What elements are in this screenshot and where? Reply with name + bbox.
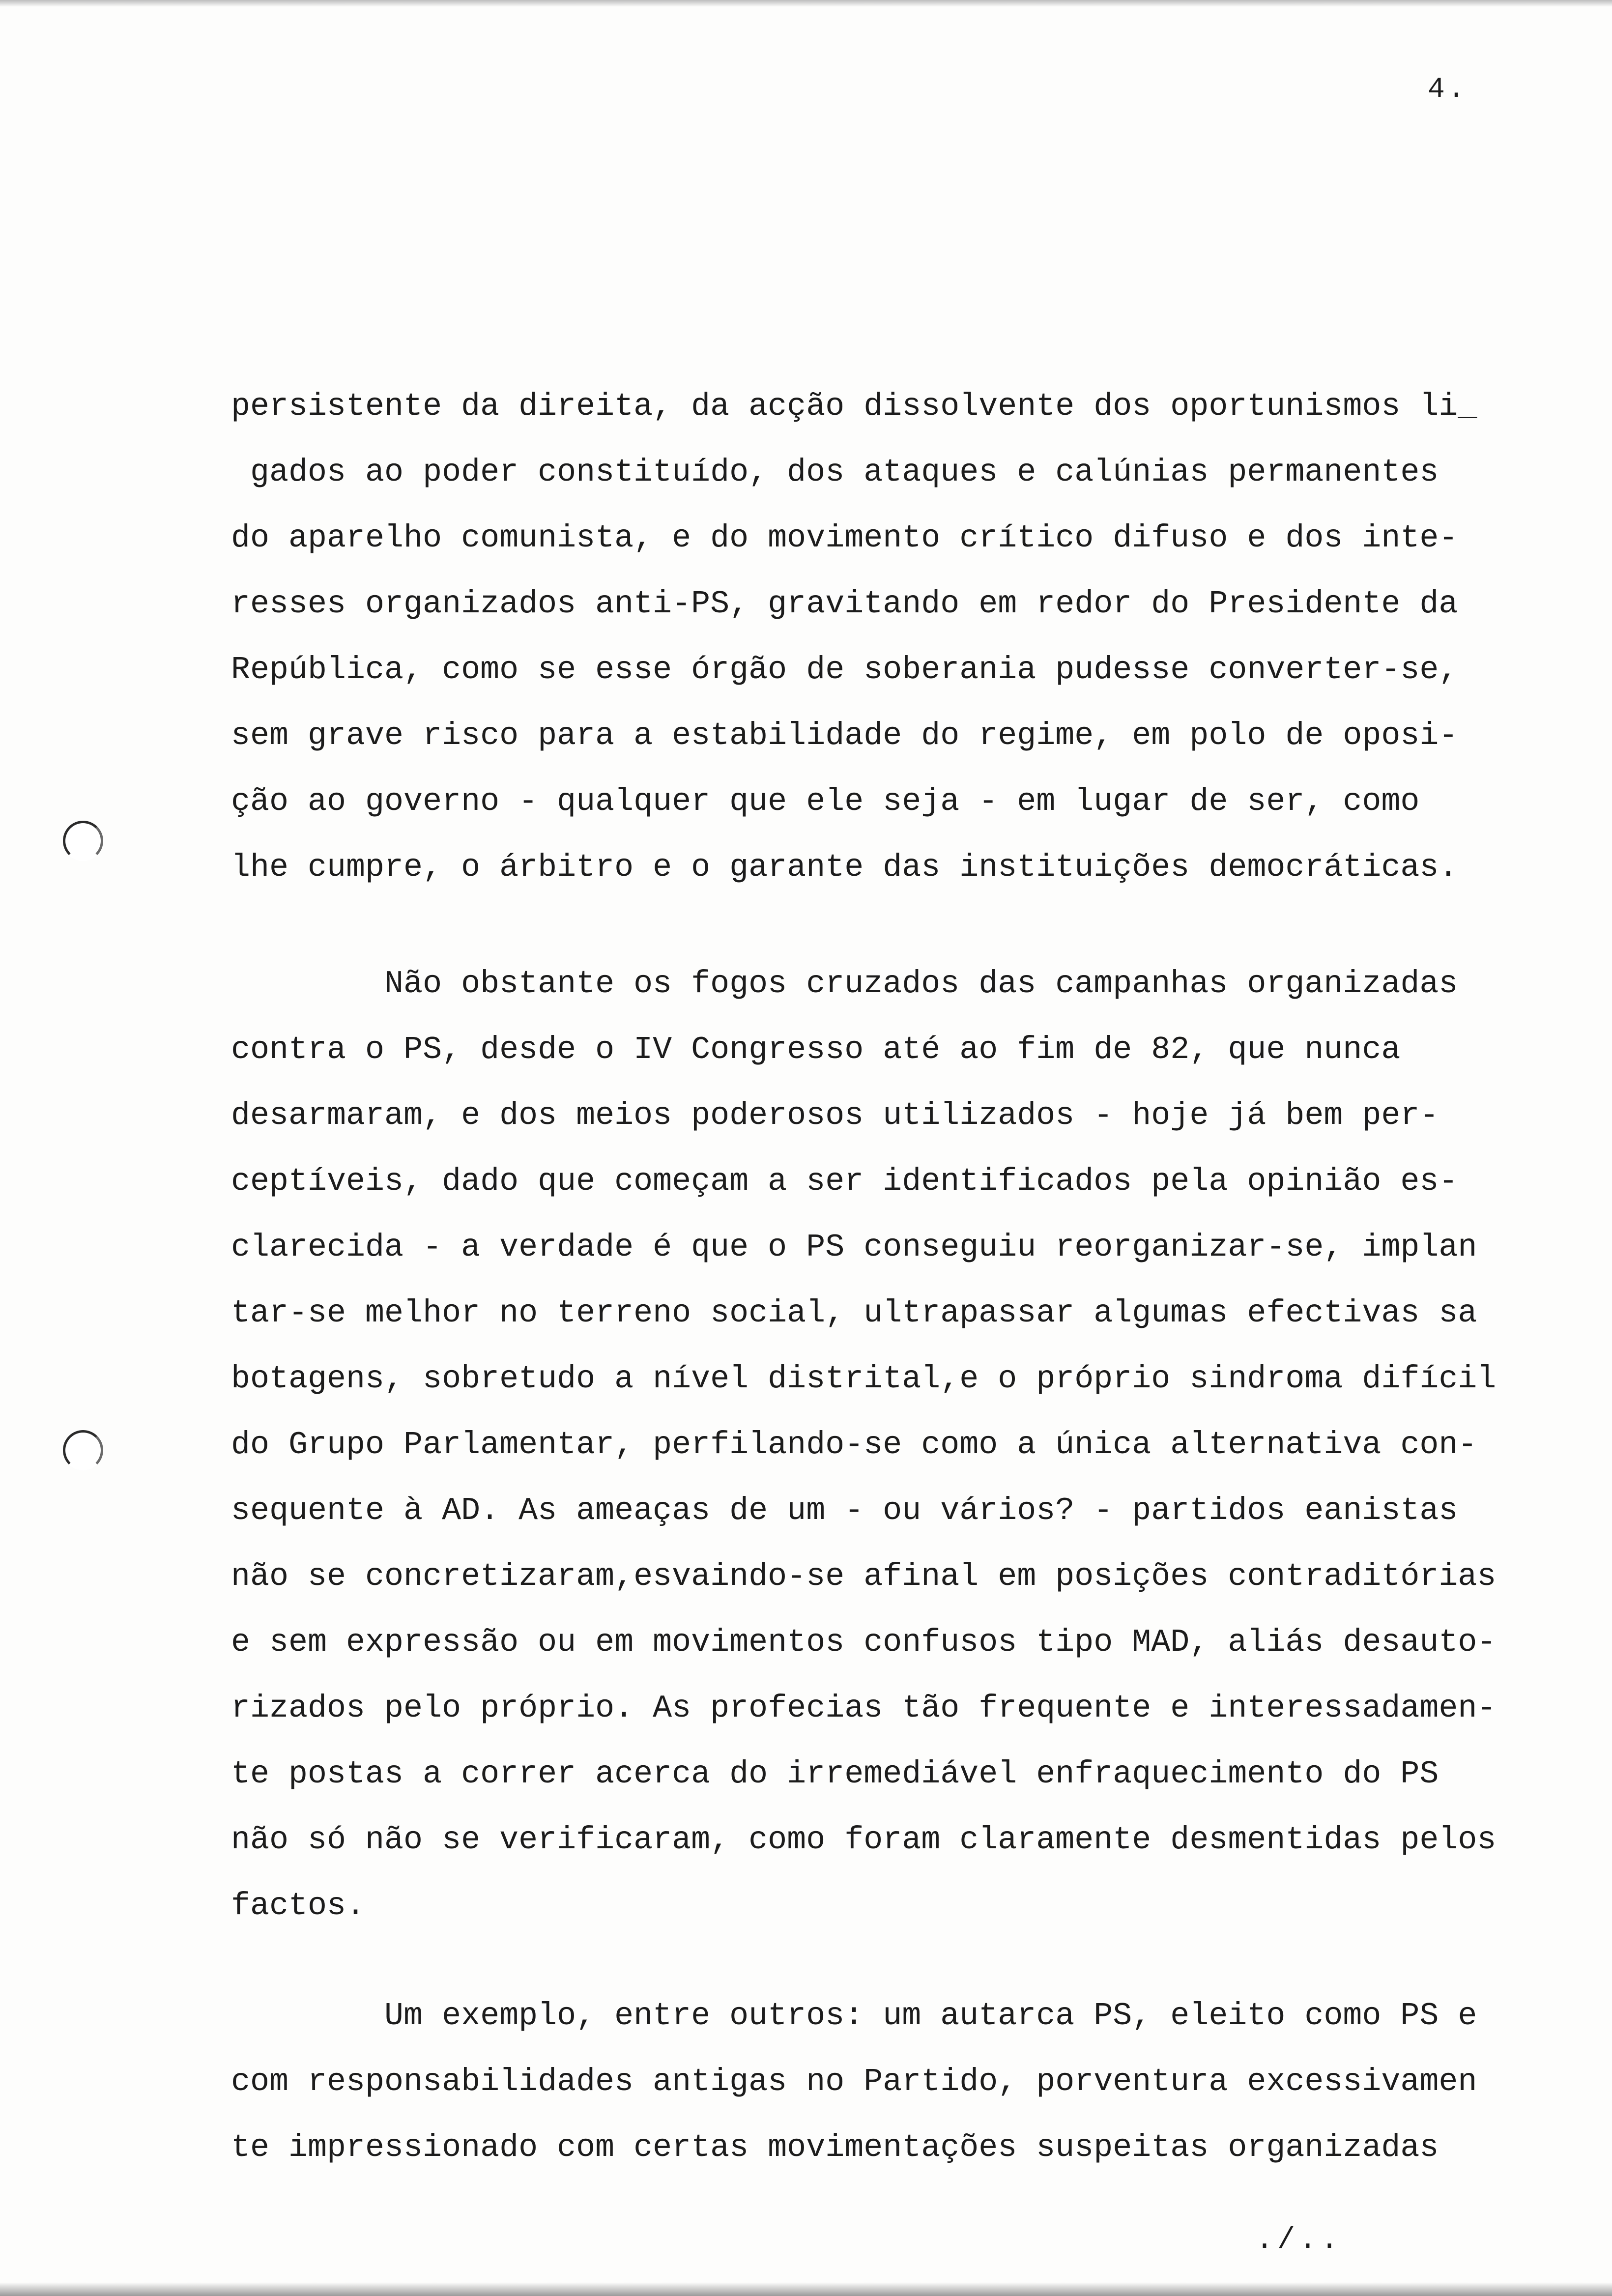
text-line: tar-se melhor no terreno social, ultrapassar algumas efectivas sa: [231, 1295, 1477, 1331]
text-line: clarecida - a verdade é que o PS conseguiu reorganizar-se, implan: [231, 1229, 1477, 1265]
text-line: desarmaram, e dos meios poderosos utilizados - hoje já bem per-: [231, 1097, 1439, 1134]
page-number: 4.: [1428, 74, 1468, 106]
text-line: contra o PS, desde o IV Congresso até ao fim de 82, que nunca: [231, 1032, 1401, 1068]
punch-hole: [63, 821, 103, 861]
text-line: e sem expressão ou em movimentos confusos tipo MAD, aliás desauto-: [231, 1624, 1497, 1661]
text-line: sem grave risco para a estabilidade do regime, em polo de oposi-: [231, 718, 1458, 754]
text-line: rizados pelo próprio. As profecias tão frequente e interessadamen-: [231, 1690, 1497, 1726]
scan-edge-top: [0, 0, 1612, 7]
text-line: resses organizados anti-PS, gravitando em redor do Presidente da: [231, 586, 1458, 622]
punch-hole: [63, 1430, 103, 1470]
text-line: não se concretizaram,esvaindo-se afinal em posições contraditórias: [231, 1558, 1497, 1595]
continuation-mark: ./..: [1256, 2224, 1343, 2257]
text-line: República, como se esse órgão de soberania pudesse converter-se,: [231, 652, 1458, 688]
text-line: te postas a correr acerca do irremediável enfraquecimento do PS: [231, 1756, 1439, 1792]
scan-edge-bottom: [0, 2282, 1612, 2296]
text-line: persistente da direita, da acção dissolvente dos oportunismos li_: [231, 388, 1477, 425]
text-line: Não obstante os fogos cruzados das campanhas organizadas: [231, 966, 1458, 1002]
text-line: ceptíveis, dado que começam a ser identificados pela opinião es-: [231, 1163, 1458, 1200]
paragraph-1: [231, 373, 1538, 900]
text-line: factos.: [231, 1888, 366, 1924]
text-line: te impressionado com certas movimentações suspeitas organizadas: [231, 2129, 1439, 2166]
text-line: ção ao governo - qualquer que ele seja - em lugar de ser, como: [231, 783, 1420, 820]
text-line: sequente à AD. As ameaças de um - ou vários? - partidos eanistas: [231, 1492, 1458, 1529]
text-line: Um exemplo, entre outros: um autarca PS, eleito como PS e: [231, 1998, 1477, 2034]
paragraph-2: [231, 951, 1538, 1939]
text-line: não só não se verificaram, como foram claramente desmentidas pelos: [231, 1822, 1497, 1858]
paragraph-3: [231, 1983, 1538, 2181]
text-line: gados ao poder constituído, dos ataques e calúnias permanentes: [231, 454, 1439, 490]
text-line: do aparelho comunista, e do movimento crítico difuso e dos inte-: [231, 520, 1458, 556]
text-line: do Grupo Parlamentar, perfilando-se como a única alternativa con-: [231, 1427, 1477, 1463]
text-line: com responsabilidades antigas no Partido, porventura excessivamen: [231, 2064, 1477, 2100]
text-line: lhe cumpre, o árbitro e o garante das instituições democráticas.: [231, 849, 1458, 886]
text-line: botagens, sobretudo a nível distrital,e o próprio sindroma difícil: [231, 1361, 1497, 1397]
